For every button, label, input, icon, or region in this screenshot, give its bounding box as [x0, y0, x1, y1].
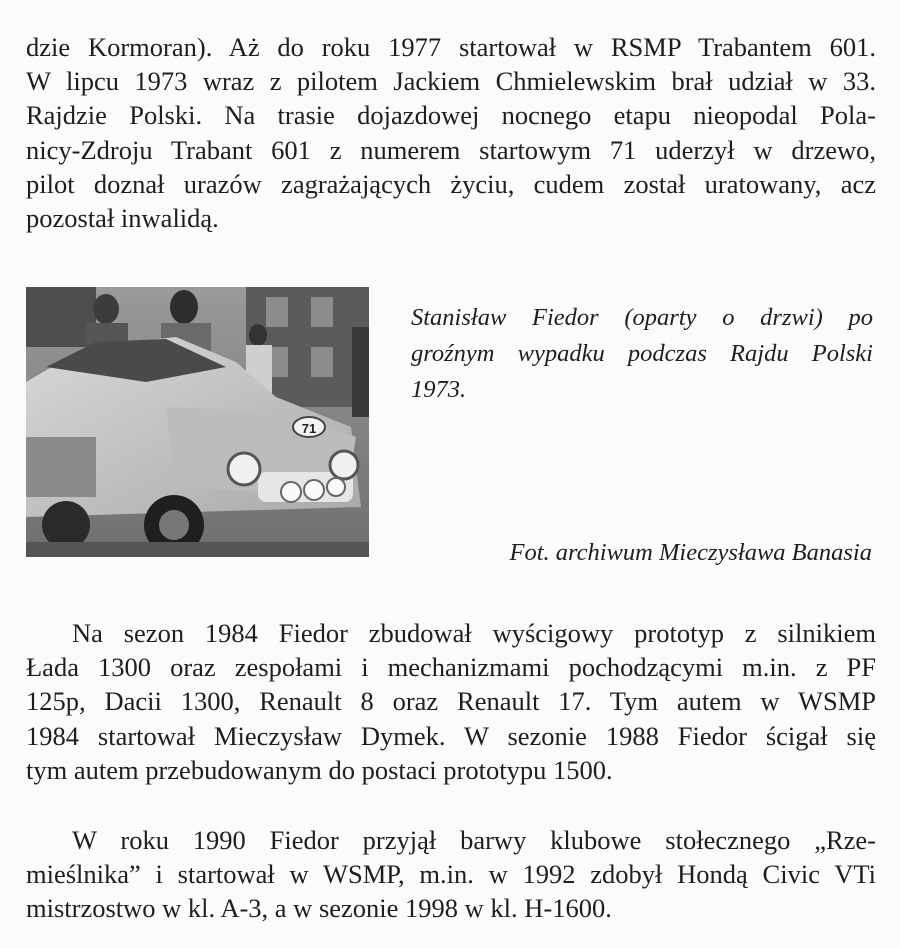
- photo-caption: [411, 300, 873, 408]
- text-line: pilot doznał urazów zagrażających życiu, cudem został uratowany, acz: [26, 168, 876, 199]
- text-line: dzie Kormoran). Aż do roku 1977 startował w RSMP Trabantem 601.: [26, 32, 876, 62]
- text-line: Łada 1300 oraz zespołami i mechanizmami pochodzącymi m.in. z PF: [26, 652, 876, 683]
- historic-car-crash-photo: [26, 287, 369, 557]
- paragraph-2: [26, 616, 876, 787]
- caption-line: groźnym wypadku podczas Rajdu Polski: [411, 340, 873, 367]
- photo-credit: Fot. archiwum Mieczysława Banasia: [509, 539, 872, 566]
- text-line: mieślnika” i startował w WSMP, m.in. w 1992 zdobył Hondą Civic VTi: [26, 859, 876, 890]
- text-line: pozostał inwalidą.: [26, 203, 219, 234]
- photo-image: [26, 287, 369, 557]
- start-number-text: 71: [301, 421, 317, 436]
- text-line: W lipcu 1973 wraz z pilotem Jackiem Chmielewskim brał udział w 33.: [26, 66, 876, 97]
- text-line: 125p, Dacii 1300, Renault 8 oraz Renault 17. Tym autem w WSMP: [26, 686, 876, 717]
- text-line: mistrzostwo w kl. A-3, a w sezonie 1998 w kl. H-1600.: [26, 893, 612, 924]
- caption-line: Stanisław Fiedor (oparty o drzwi) po: [411, 304, 873, 331]
- text-line: nicy-Zdroju Trabant 601 z numerem startowym 71 uderzył w drzewo,: [26, 134, 876, 165]
- text-line: Rajdzie Polski. Na trasie dojazdowej nocnego etapu nieopodal Pola-: [26, 100, 876, 131]
- text-line: tym autem przebudowanym do postaci prototypu 1500.: [26, 754, 613, 785]
- paragraph-1: [26, 30, 876, 235]
- caption-line: 1973.: [411, 376, 467, 403]
- text-line: 1984 startował Mieczysław Dymek. W sezonie 1988 Fiedor ścigał się: [26, 720, 876, 751]
- text-line: Na sezon 1984 Fiedor zbudował wyścigowy prototyp z silnikiem: [72, 618, 876, 648]
- paragraph-3: [26, 823, 876, 926]
- text-line: W roku 1990 Fiedor przyjął barwy klubowe stołecznego „Rze-: [72, 825, 876, 855]
